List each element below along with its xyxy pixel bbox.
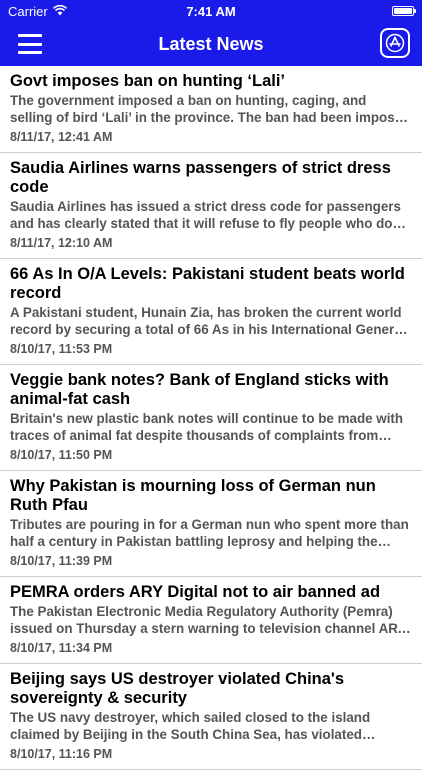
menu-line (18, 43, 42, 46)
menu-line (18, 51, 42, 54)
news-title: Govt imposes ban on hunting ‘Lali’ (10, 72, 286, 90)
news-title: 66 As In O/A Levels: Pakistani student beats world record (10, 265, 405, 302)
news-summary: The US navy destroyer, which sailed closed to the island claimed by Beijing in the South China Sea, has violated (10, 710, 371, 742)
battery-icon (392, 6, 414, 16)
news-title: Why Pakistan is mourning loss of German nun Ruth Pfau (10, 477, 376, 514)
news-date: 8/11/17, 12:10 AM (10, 236, 113, 250)
news-title: PEMRA orders ARY Digital not to air banned ad (10, 583, 381, 601)
news-date: 8/11/17, 12:41 AM (10, 130, 113, 144)
news-title: Veggie bank notes? Bank of England sticks with animal-fat cash (10, 371, 389, 408)
news-date: 8/10/17, 11:39 PM (10, 554, 113, 568)
news-item[interactable] (0, 664, 422, 770)
news-summary: Tributes are pouring in for a German nun who spent more than half a century in Pakistan battling leprosy and helping the (10, 517, 409, 549)
news-list (0, 66, 422, 770)
hamburger-menu-icon[interactable] (18, 34, 42, 54)
status-right (392, 6, 414, 16)
status-time: 7:41 AM (186, 3, 236, 19)
news-item[interactable] (0, 365, 422, 471)
news-title: Saudia Airlines warns passengers of strict dress code (10, 159, 391, 196)
news-date: 8/10/17, 11:34 PM (10, 641, 113, 655)
news-item[interactable] (0, 577, 422, 664)
news-summary: The government imposed a ban on hunting, caging, and selling of bird ‘Lali’ in the province. The ban had been imposed (10, 93, 411, 125)
news-title: Beijing says US destroyer violated China's sovereignty & security (10, 670, 345, 707)
wifi-icon (53, 4, 67, 19)
carrier-label: Carrier (8, 3, 48, 19)
menu-line (18, 34, 42, 37)
news-summary: The Pakistan Electronic Media Regulatory Authority (Pemra) issued on Thursday a stern warning to television channel ARY (10, 604, 407, 636)
news-date: 8/10/17, 11:16 PM (10, 747, 113, 761)
news-date: 8/10/17, 11:50 PM (10, 448, 113, 462)
news-summary: A Pakistani student, Hunain Zia, has broken the current world record by securing a total of 66 As in his International General (10, 305, 406, 337)
news-item[interactable] (0, 153, 422, 259)
status-bar (0, 0, 422, 22)
news-summary: Britain's new plastic bank notes will continue to be made with traces of animal fat despite thousands of complaints from (10, 411, 404, 443)
news-summary: Saudia Airlines has issued a strict dress code for passengers and has clearly stated that it will refuse to fly people who do (10, 199, 401, 231)
battery-level (394, 8, 412, 14)
nav-bar (0, 22, 422, 66)
news-item[interactable] (0, 471, 422, 577)
news-item[interactable] (0, 259, 422, 365)
status-left (8, 4, 67, 19)
news-date: 8/10/17, 11:53 PM (10, 342, 113, 356)
app-store-icon[interactable] (380, 28, 410, 58)
page-title: Latest News (158, 33, 264, 54)
news-item[interactable] (0, 66, 422, 153)
